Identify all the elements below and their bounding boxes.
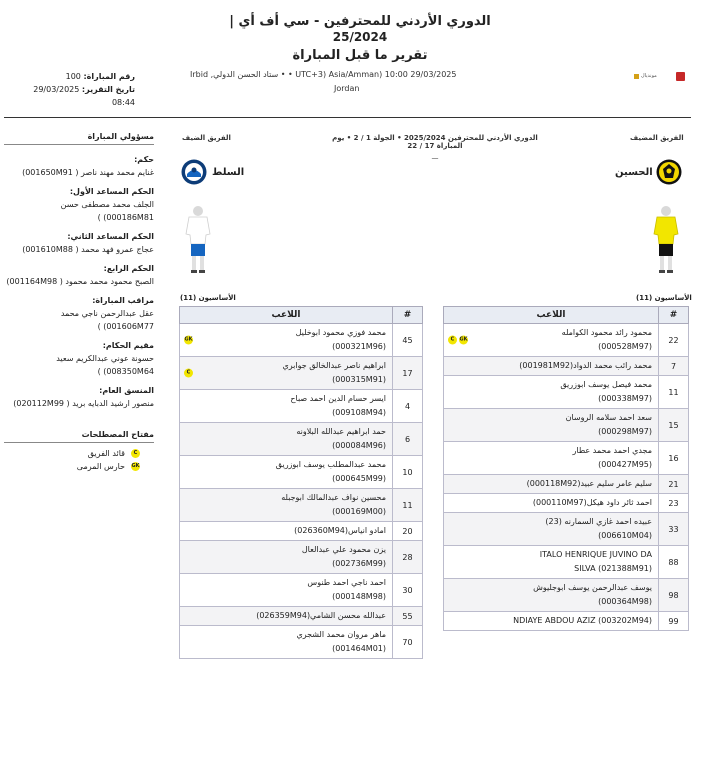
official-name: حسونة عوني عبدالكريم سعيد: [56, 354, 154, 363]
player-number: 7: [659, 357, 689, 376]
official-row: [4, 153, 154, 179]
player-number: 22: [659, 324, 689, 357]
player-id: (000298M97): [598, 427, 652, 436]
player-name: يوسف عبدالرحمن يوسف ابوجليوش: [533, 583, 652, 592]
player-name: عبيده احمد غازي السمارنه (23): [545, 517, 652, 526]
player-name: محمد عبدالمطلب يوسف ابوزريق: [275, 460, 386, 469]
season-label: 25/2024: [332, 30, 388, 44]
report-date-label: تاريخ التقرير:: [81, 85, 135, 94]
official-row: [4, 262, 154, 288]
table-row: [444, 357, 689, 376]
player-name: محمد فوزي محمود ابوخليل: [295, 328, 386, 337]
table-row: [180, 522, 423, 541]
table-row: [180, 456, 423, 489]
table-row: [180, 423, 423, 456]
away-lineup-table: [179, 306, 423, 659]
table-row: [444, 612, 689, 631]
table-row: [180, 574, 423, 607]
player-number: 17: [393, 357, 423, 390]
player-cell: [444, 475, 659, 494]
player-cell: [444, 376, 659, 409]
player-name: عبدالله محسن الشامي(026359M94): [256, 611, 386, 620]
player-name: محمود رائد محمود الكوامله: [561, 328, 652, 337]
official-row: [4, 294, 154, 333]
official-name: الصبح محمود محمد محمود ( 001164M98): [6, 277, 154, 286]
player-number: 23: [659, 494, 689, 513]
player-number: 16: [659, 442, 689, 475]
player-id: (000528M97): [598, 342, 652, 351]
player-cell: [180, 456, 393, 489]
player-cell: [180, 357, 393, 390]
official-name: الجلف محمد مصطفى حسن: [60, 200, 154, 209]
player-cell: [180, 541, 393, 574]
away-team-name: السلط: [212, 167, 245, 178]
captain-badge-icon: C: [131, 449, 140, 458]
player-name: امادو انياس(026360M94): [294, 526, 386, 535]
official-role: الحكم المساعد الثاني:: [67, 232, 154, 241]
player-number: 33: [659, 513, 689, 546]
legend: [4, 430, 154, 473]
table-row: [444, 376, 689, 409]
goalkeeper-badge-icon: GK: [184, 336, 193, 343]
player-id: (002736M99): [332, 559, 386, 568]
officials-heading: مسؤولي المباراة: [4, 132, 154, 145]
player-id: (001464M01): [332, 644, 386, 653]
player-id: (006610M04): [598, 531, 652, 540]
player-name: سعد احمد سلامه الروسان: [565, 413, 652, 422]
table-row: [444, 546, 689, 579]
player-cell: [444, 409, 659, 442]
captain-badge-icon: C: [448, 336, 457, 345]
home-team-logo: [656, 159, 682, 185]
report-date-row: [20, 83, 135, 96]
official-role: الحكم المساعد الأول:: [69, 187, 154, 196]
legend-heading: مفتاح المصطلحات: [4, 430, 154, 443]
official-id: 000186M81) ): [97, 213, 154, 222]
player-number: 70: [393, 626, 423, 659]
player-number: 11: [659, 376, 689, 409]
report-meta: [20, 70, 135, 109]
table-row: [180, 489, 423, 522]
match-venue-datetime: Irbid ,ستاد الحسن الدولي • • UTC+3) Asia/Amman) 10:00 29/03/2025: [190, 70, 457, 79]
player-cell: [444, 612, 659, 631]
official-id: 008350M64) ): [97, 367, 154, 376]
player-cell: [180, 423, 393, 456]
table-row: [180, 541, 423, 574]
player-cell: [444, 494, 659, 513]
official-row: [4, 185, 154, 224]
player-name: ITALO HENRIQUE JUVINO DA: [539, 550, 652, 559]
official-role: الحكم الرابع:: [103, 264, 154, 273]
official-name: غنايم محمد مهند ناصر ( 001650M91): [22, 168, 154, 177]
player-badges: [448, 336, 468, 345]
away-team-logo: [181, 159, 207, 185]
player-number: 4: [393, 390, 423, 423]
player-id: SILVA (021388M91): [574, 564, 652, 573]
player-name: احمد ناجي احمد طنوس: [307, 578, 386, 587]
legend-label: قائد الفريق: [87, 449, 125, 458]
match-number-label: رقم المباراة:: [83, 72, 135, 81]
official-row: [4, 339, 154, 378]
match-info: [190, 70, 510, 93]
player-id: (000427M95): [598, 460, 652, 469]
player-id: (000321M96): [332, 342, 386, 351]
score-placeholder: —: [431, 154, 439, 162]
official-role: مقيم الحكام:: [102, 341, 154, 350]
player-cell: [444, 579, 659, 612]
away-starting-label: الأساسيون (11): [180, 294, 236, 302]
player-name: حمد ابراهيم عبدالله البلاونه: [296, 427, 386, 436]
player-number: 45: [393, 324, 423, 357]
table-row: [444, 513, 689, 546]
player-name: ابراهيم ناصر عبدالخالق جوابري: [282, 361, 386, 370]
table-row: [444, 494, 689, 513]
official-row: [4, 384, 154, 410]
official-role: حكم:: [134, 155, 154, 164]
player-id: (000084M96): [332, 441, 386, 450]
round-info-line2: المباراة 17 / 22: [407, 142, 463, 150]
player-id: (009108M94): [332, 408, 386, 417]
table-row: [444, 579, 689, 612]
player-number: 28: [393, 541, 423, 574]
player-cell: [444, 546, 659, 579]
table-row: [444, 475, 689, 494]
player-id: (000169M00): [332, 507, 386, 516]
player-name: محمد رائب محمد الدواد(001981M92): [519, 361, 652, 370]
report-subtitle: تقرير ما قبل المباراة: [292, 48, 428, 63]
official-role: المنسق العام:: [99, 386, 154, 395]
match-number-row: [20, 70, 135, 83]
player-number: 99: [659, 612, 689, 631]
sponsor-logo-text: مونديال: [641, 72, 657, 79]
goalkeeper-badge-icon: GK: [459, 336, 468, 343]
official-name: منصور ارشيد الدبايه بريد ( 020112M99): [13, 399, 154, 408]
player-name: يزن محمود علي عبدالعال: [301, 545, 386, 554]
player-number: 21: [659, 475, 689, 494]
player-cell: [444, 513, 659, 546]
player-cell: [180, 607, 393, 626]
table-row: [444, 324, 689, 357]
player-number: 98: [659, 579, 689, 612]
player-cell: [444, 442, 659, 475]
player-name: NDIAYE ABDOU AZIZ (003202M94): [513, 616, 652, 625]
table-row: [444, 409, 689, 442]
player-cell: [180, 626, 393, 659]
report-title: الدوري الأردني للمحترفين - سي أف أي |: [229, 14, 491, 29]
home-starting-label: الأساسيون (11): [636, 294, 692, 302]
away-kit-icon: [183, 204, 213, 278]
match-number: 100: [65, 72, 81, 81]
player-number: 20: [393, 522, 423, 541]
player-cell: [444, 357, 659, 376]
match-officials: [4, 132, 154, 416]
home-kit-icon: [651, 204, 681, 278]
report-time: 08:44: [111, 98, 135, 107]
player-badges: [184, 336, 193, 345]
table-row: [180, 357, 423, 390]
table-row: [180, 626, 423, 659]
player-name: ماهر مروان محمد الشجري: [296, 630, 386, 639]
home-lineup-table: [443, 306, 689, 631]
player-cell: [180, 390, 393, 423]
player-number: 30: [393, 574, 423, 607]
match-country: Jordan: [334, 84, 360, 93]
player-name: احمد ثائر داود هيكل(000110M97): [532, 498, 652, 507]
player-number: 88: [659, 546, 689, 579]
player-name: محسين نواف عبدالمالك ابوجبله: [281, 493, 386, 502]
home-team-heading: الفريق المضيف: [630, 134, 684, 142]
col-header-player: اللاعب: [444, 307, 659, 324]
player-cell: [444, 324, 659, 357]
official-role: مراقب المباراة:: [92, 296, 154, 305]
header-logos: [634, 72, 685, 81]
player-number: 6: [393, 423, 423, 456]
player-number: 11: [393, 489, 423, 522]
col-header-number: #: [393, 307, 423, 324]
player-id: (000645M99): [332, 474, 386, 483]
round-info-line1: الدوري الأردني للمحترفين 2025/2024 • الجولة 1 / 2 • يوم: [332, 134, 538, 142]
player-cell: [180, 324, 393, 357]
legend-label: حارس المرمى: [76, 462, 125, 471]
official-row: [4, 230, 154, 256]
player-number: 10: [393, 456, 423, 489]
header-divider: [4, 117, 691, 118]
player-id: (000148M98): [332, 592, 386, 601]
official-name: عجاج عمرو فهد محمد ( 001610M88): [22, 245, 154, 254]
player-cell: [180, 574, 393, 607]
round-info: [330, 134, 540, 162]
table-row: [180, 607, 423, 626]
sponsor-logo: [634, 73, 670, 81]
player-name: مجدي احمد محمد عطار: [572, 446, 652, 455]
col-header-player: اللاعب: [180, 307, 393, 324]
player-name: ايسر حسام الدين احمد صباح: [290, 394, 386, 403]
legend-item-goalkeeper: [4, 460, 140, 473]
official-name: عقل عبدالرحمن ناجي محمد: [60, 309, 154, 318]
player-number: 15: [659, 409, 689, 442]
player-name: محمد فيصل يوسف ابوزريق: [560, 380, 652, 389]
player-cell: [180, 489, 393, 522]
player-id: (000315M91): [332, 375, 386, 384]
home-team-name: الحسين: [615, 167, 653, 178]
player-id: (000364M98): [598, 597, 652, 606]
player-cell: [180, 522, 393, 541]
player-number: 55: [393, 607, 423, 626]
player-badges: [184, 369, 193, 378]
federation-logo: [676, 72, 685, 81]
away-team-heading: الفريق الضيف: [182, 134, 231, 142]
table-row: [180, 390, 423, 423]
report-date: 29/03/2025: [33, 85, 80, 94]
goalkeeper-badge-icon: GK: [131, 463, 140, 469]
table-row: [444, 442, 689, 475]
player-id: (000338M97): [598, 394, 652, 403]
col-header-number: #: [659, 307, 689, 324]
captain-badge-icon: C: [184, 369, 193, 378]
official-id: 001606M77) ): [97, 322, 154, 331]
legend-item-captain: [4, 447, 140, 460]
table-row: [180, 324, 423, 357]
player-name: سليم عامر سليم عبيد(000118M92): [526, 479, 652, 488]
